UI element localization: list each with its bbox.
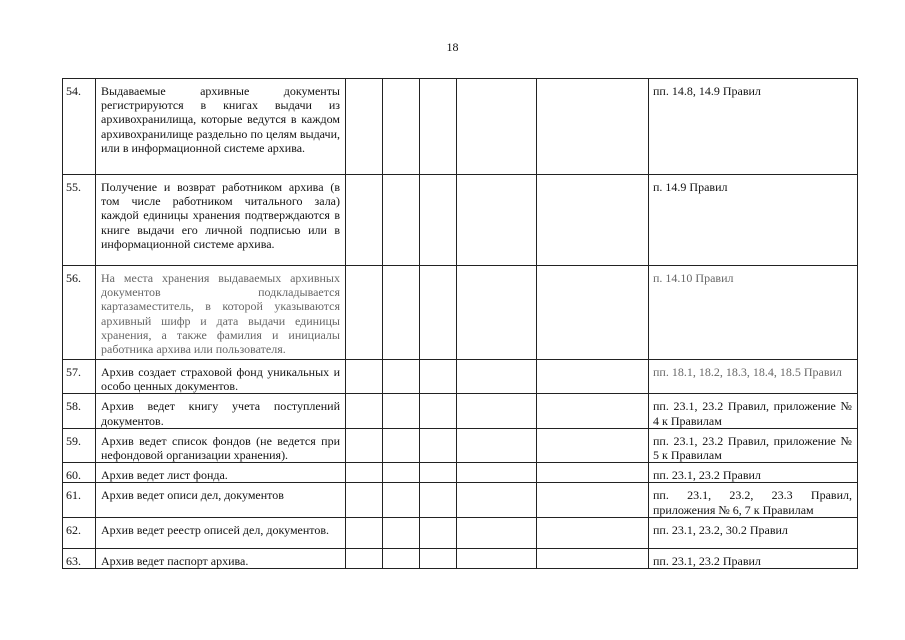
legal-reference: пп. 23.1, 23.2, 30.2 Правил: [649, 517, 858, 548]
legal-reference: пп. 23.1, 23.2 Правил: [649, 548, 858, 568]
row-number: 55.: [63, 175, 96, 266]
requirement-text: Архив ведет описи дел, документов: [96, 483, 346, 517]
requirement-text: Получение и возврат работником архива (в том числе работником читального зала) каждой единицы хранения подтверждаются в книге выдачи его личной подписью или в информационной системе архива.: [96, 175, 346, 266]
empty-cell: [383, 463, 420, 483]
empty-cell: [537, 428, 649, 462]
empty-cell: [457, 548, 537, 568]
table-row: [63, 79, 858, 175]
table-row: [63, 517, 858, 548]
empty-cell: [346, 175, 383, 266]
row-number: 62.: [63, 517, 96, 548]
empty-cell: [457, 266, 537, 360]
empty-cell: [383, 548, 420, 568]
empty-cell: [537, 266, 649, 360]
empty-cell: [420, 266, 457, 360]
empty-cell: [420, 463, 457, 483]
empty-cell: [457, 394, 537, 428]
legal-reference: п. 14.10 Правил: [649, 266, 858, 360]
requirement-text: Архив создает страховой фонд уникальных и особо ценных документов.: [96, 360, 346, 394]
empty-cell: [537, 548, 649, 568]
empty-cell: [383, 360, 420, 394]
table-row: [63, 266, 858, 360]
empty-cell: [346, 483, 383, 517]
requirement-text: Архив ведет лист фонда.: [96, 463, 346, 483]
row-number: 56.: [63, 266, 96, 360]
table-row: [63, 394, 858, 428]
empty-cell: [420, 175, 457, 266]
empty-cell: [346, 360, 383, 394]
row-number: 58.: [63, 394, 96, 428]
empty-cell: [457, 517, 537, 548]
empty-cell: [383, 483, 420, 517]
legal-reference: пп. 18.1, 18.2, 18.3, 18.4, 18.5 Правил: [649, 360, 858, 394]
empty-cell: [457, 428, 537, 462]
empty-cell: [346, 266, 383, 360]
empty-cell: [346, 394, 383, 428]
requirement-text: Архив ведет реестр описей дел, документов.: [96, 517, 346, 548]
table-row: [63, 175, 858, 266]
row-number: 61.: [63, 483, 96, 517]
empty-cell: [457, 463, 537, 483]
empty-cell: [420, 517, 457, 548]
row-number: 59.: [63, 428, 96, 462]
empty-cell: [383, 394, 420, 428]
empty-cell: [420, 428, 457, 462]
empty-cell: [457, 79, 537, 175]
table-row: [63, 548, 858, 568]
empty-cell: [537, 79, 649, 175]
empty-cell: [383, 79, 420, 175]
legal-reference: пп. 14.8, 14.9 Правил: [649, 79, 858, 175]
empty-cell: [383, 517, 420, 548]
table-row: [63, 483, 858, 517]
legal-reference: п. 14.9 Правил: [649, 175, 858, 266]
requirements-table: [62, 78, 858, 569]
requirement-text: Архив ведет книгу учета поступлений документов.: [96, 394, 346, 428]
requirement-text: На места хранения выдаваемых архивных документов подкладывается картазаместитель, в которой указываются архивный шифр и дата выдачи единицы хранения, а также фамилия и инициалы работника архива или пользователя.: [96, 266, 346, 360]
empty-cell: [457, 175, 537, 266]
empty-cell: [457, 360, 537, 394]
empty-cell: [537, 175, 649, 266]
row-number: 60.: [63, 463, 96, 483]
table-row: [63, 463, 858, 483]
empty-cell: [420, 483, 457, 517]
row-number: 54.: [63, 79, 96, 175]
row-number: 63.: [63, 548, 96, 568]
empty-cell: [537, 463, 649, 483]
table-row: [63, 428, 858, 462]
requirement-text: Архив ведет список фондов (не ведется при нефондовой организации хранения).: [96, 428, 346, 462]
requirement-text: Выдаваемые архивные документы регистрируются в книгах выдачи из архивохранилища, которые ведутся в каждом архивохранилище раздельно по целям выдачи, или в информационной системе архива.: [96, 79, 346, 175]
legal-reference: пп. 23.1, 23.2 Правил, приложение № 5 к Правилам: [649, 428, 858, 462]
empty-cell: [383, 428, 420, 462]
empty-cell: [420, 79, 457, 175]
requirement-text: Архив ведет паспорт архива.: [96, 548, 346, 568]
empty-cell: [383, 175, 420, 266]
empty-cell: [346, 428, 383, 462]
empty-cell: [346, 517, 383, 548]
empty-cell: [537, 360, 649, 394]
row-number: 57.: [63, 360, 96, 394]
empty-cell: [420, 360, 457, 394]
empty-cell: [346, 79, 383, 175]
empty-cell: [537, 483, 649, 517]
empty-cell: [537, 517, 649, 548]
empty-cell: [346, 463, 383, 483]
empty-cell: [457, 483, 537, 517]
empty-cell: [420, 548, 457, 568]
empty-cell: [383, 266, 420, 360]
empty-cell: [420, 394, 457, 428]
empty-cell: [537, 394, 649, 428]
legal-reference: пп. 23.1, 23.2 Правил: [649, 463, 858, 483]
legal-reference: пп. 23.1, 23.2 Правил, приложение № 4 к Правилам: [649, 394, 858, 428]
empty-cell: [346, 548, 383, 568]
legal-reference: пп. 23.1, 23.2, 23.3 Правил, приложения № 6, 7 к Правилам: [649, 483, 858, 517]
page-number: 18: [446, 40, 459, 54]
table-row: [63, 360, 858, 394]
